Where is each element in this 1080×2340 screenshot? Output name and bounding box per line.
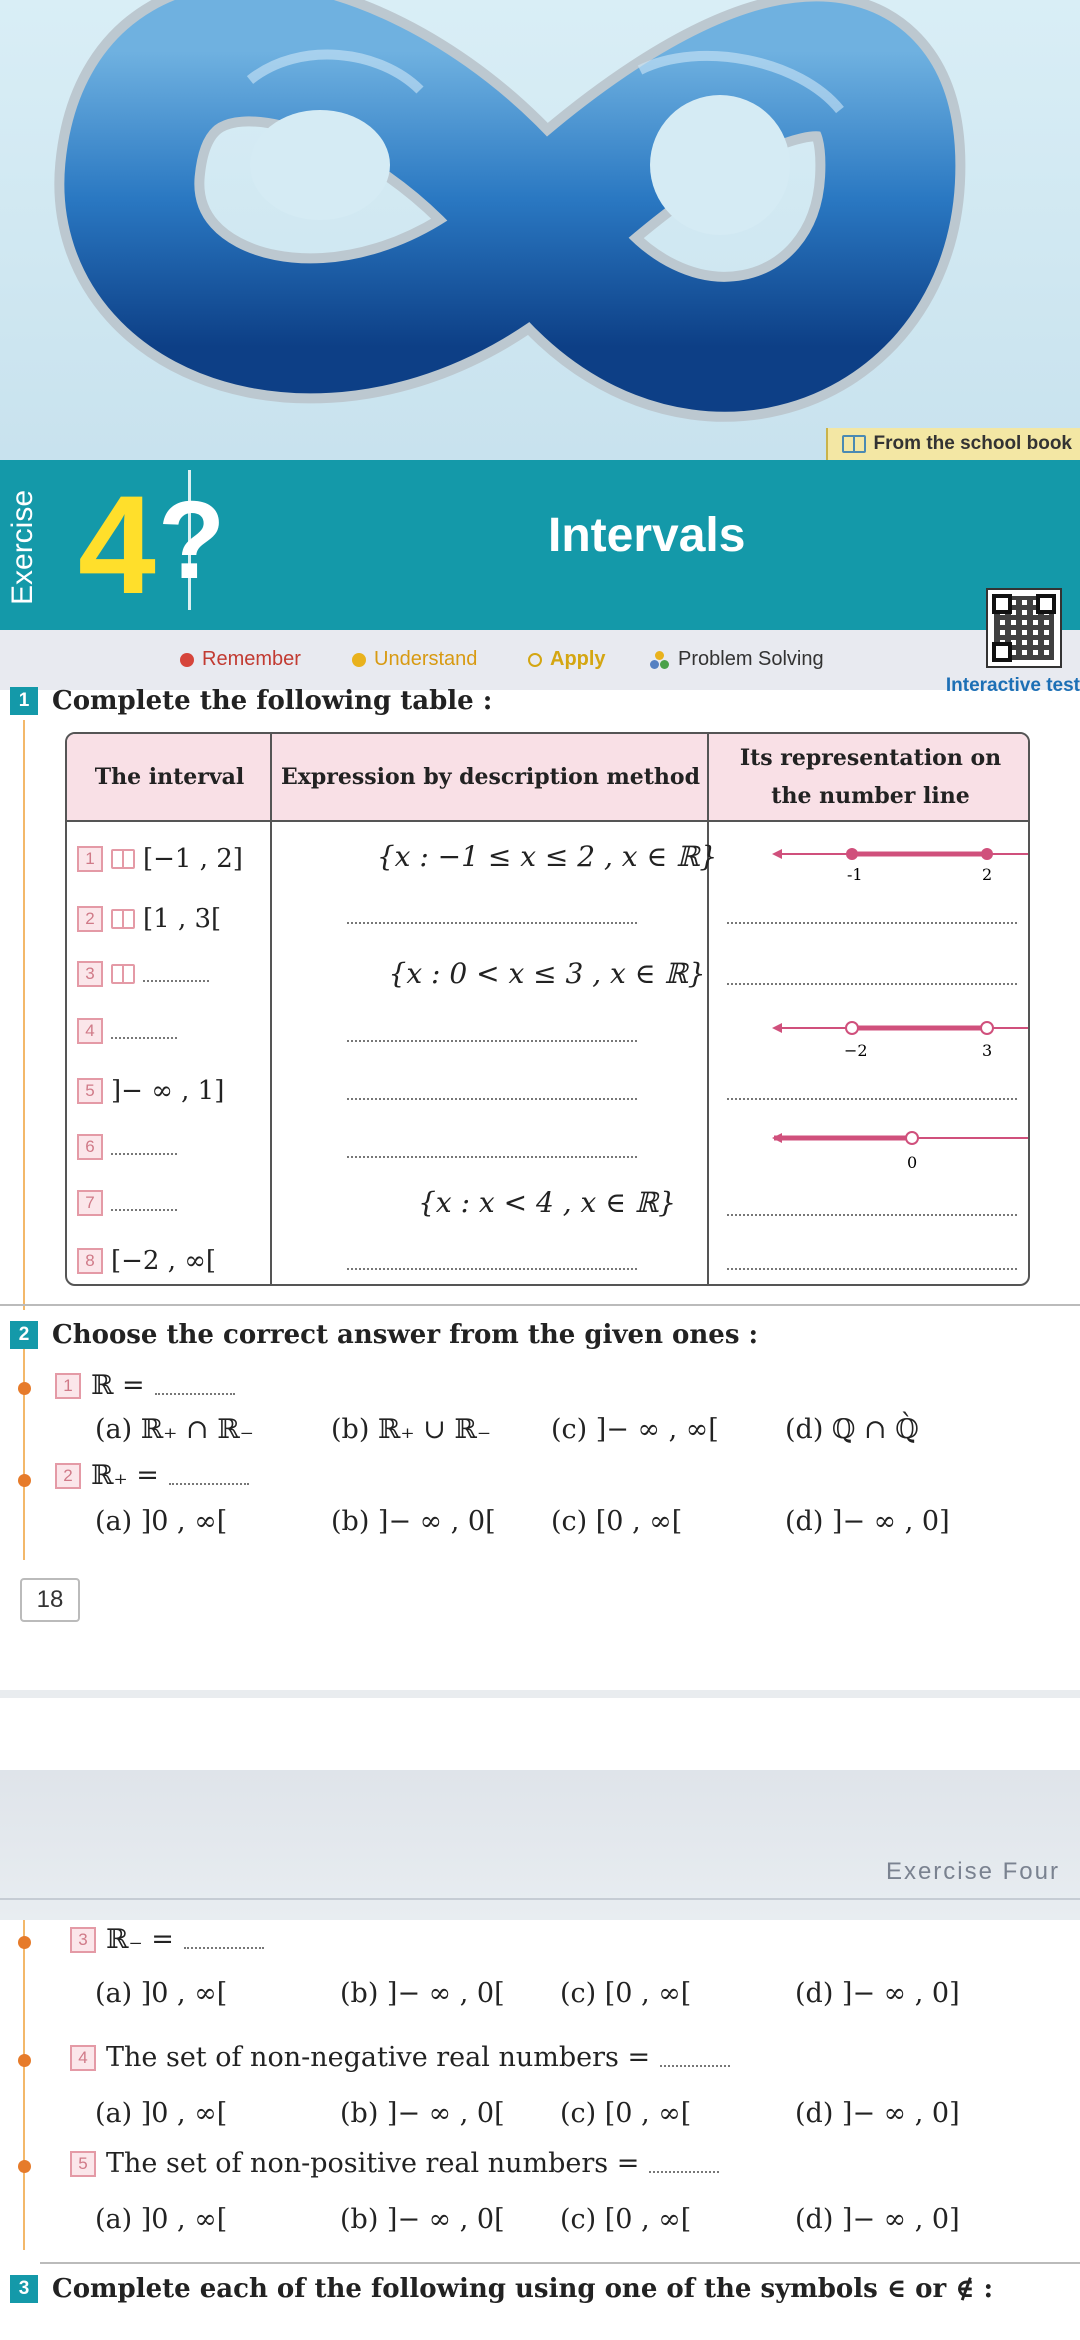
expression-value: {x : 0 < x ≤ 3 , x ∈ ℝ} [388, 957, 706, 990]
option-c[interactable]: (c) [0 , ∞[ [551, 1506, 683, 1537]
table-row [67, 1122, 1030, 1180]
item-number: 2 [55, 1463, 81, 1489]
interval-value: [1 , 3[ [143, 904, 222, 934]
option-a[interactable]: (a) ]0 , ∞[ [95, 1506, 228, 1537]
table-row [67, 1234, 1030, 1286]
answer-blank[interactable] [184, 1947, 264, 1949]
expression-value: {x : x < 4 , x ∈ ℝ} [418, 1186, 676, 1219]
answer-blank[interactable] [649, 2171, 719, 2173]
question-text: Complete each of the following using one of the symbols ∈ or ∉ : [52, 2274, 994, 2304]
item-number: 4 [70, 2045, 96, 2071]
answer-blank[interactable] [347, 1156, 637, 1158]
table-row [67, 1006, 1030, 1064]
mcq-item-5 [70, 2148, 719, 2179]
answer-blank[interactable] [169, 1483, 249, 1485]
question-2-heading [10, 1320, 758, 1350]
page-gap [0, 1700, 1080, 1770]
option-d[interactable]: (d) ]− ∞ , 0] [795, 2204, 960, 2235]
interval-cell [77, 1076, 224, 1106]
item-number: 3 [70, 1927, 96, 1953]
row-number: 2 [77, 906, 103, 932]
answer-blank[interactable] [155, 1393, 235, 1395]
header-expression: Expression by description method [272, 734, 709, 822]
question-1-heading [10, 686, 492, 716]
interval-value: [−1 , 2] [143, 844, 243, 874]
table-row [67, 1178, 1030, 1236]
section-rail [23, 1340, 25, 1560]
page-number: 18 [20, 1578, 80, 1622]
book-icon [111, 909, 135, 929]
option-b[interactable]: (b) ]− ∞ , 0[ [340, 1978, 505, 2009]
interval-value: [−2 , ∞[ [111, 1246, 217, 1276]
answer-blank[interactable] [143, 980, 209, 982]
answer-blank[interactable] [347, 1268, 637, 1270]
row-number: 7 [77, 1190, 103, 1216]
page-separator [0, 1690, 1080, 1698]
answer-blank[interactable] [347, 1040, 637, 1042]
tick-label: 0 [907, 1153, 918, 1172]
header-interval: The interval [67, 734, 272, 822]
question-number: 2 [10, 1321, 38, 1349]
interval-cell [77, 1018, 177, 1044]
remember-dot-icon [180, 653, 194, 667]
header-number-line: Its representation on the number line [709, 734, 1030, 822]
question-3-heading [10, 2274, 993, 2304]
school-tag-label: From the school book [873, 433, 1072, 454]
mcq-item-4 [70, 2042, 730, 2073]
option-c[interactable]: (c) [0 , ∞[ [560, 1978, 692, 2009]
interval-cell [77, 1246, 216, 1276]
option-a[interactable]: (a) ℝ₊ ∩ ℝ₋ [95, 1414, 254, 1445]
hero-banner [0, 0, 1080, 460]
row-number: 5 [77, 1078, 103, 1104]
answer-blank[interactable] [660, 2065, 730, 2067]
section-rail [23, 1920, 25, 2250]
option-b[interactable]: (b) ℝ₊ ∪ ℝ₋ [331, 1414, 492, 1445]
level-legend [0, 630, 1080, 690]
level-remember [180, 648, 301, 671]
interval-cell [77, 844, 243, 874]
row-number: 6 [77, 1134, 103, 1160]
option-d[interactable]: (d) ]− ∞ , 0] [785, 1506, 950, 1537]
item-stem: The set of non-negative real numbers = [106, 2042, 651, 2073]
option-c[interactable]: (c) ]− ∞ , ∞[ [551, 1414, 719, 1445]
exercise-number: 4 [78, 466, 156, 623]
school-book-tag [826, 428, 1080, 460]
answer-blank[interactable] [111, 1153, 177, 1155]
bullet-icon [18, 1382, 31, 1395]
apply-circle-icon [528, 653, 542, 667]
answer-blank[interactable] [347, 1098, 637, 1100]
question-number: 1 [10, 687, 38, 715]
infinity-image [0, 0, 1080, 460]
bullet-icon [18, 2054, 31, 2067]
book-icon [111, 964, 135, 984]
answer-blank[interactable] [727, 922, 1017, 924]
level-label: Understand [374, 648, 478, 670]
exercise-vertical-label: Exercise [6, 489, 39, 605]
table-row [67, 949, 1030, 1007]
item-stem: ℝ₊ = [91, 1460, 159, 1491]
divider [0, 1304, 1080, 1306]
option-a[interactable]: (a) ]0 , ∞[ [95, 2098, 228, 2129]
number-line [772, 1012, 1030, 1064]
option-b[interactable]: (b) ]− ∞ , 0[ [340, 2098, 505, 2129]
answer-blank[interactable] [727, 983, 1017, 985]
answer-blank[interactable] [111, 1037, 177, 1039]
table-row [67, 832, 1030, 890]
interval-cell [77, 1134, 177, 1160]
table-row [67, 892, 1030, 950]
option-a[interactable]: (a) ]0 , ∞[ [95, 2204, 228, 2235]
mcq-item-2 [55, 1460, 249, 1491]
item-stem: ℝ = [91, 1370, 145, 1401]
option-b[interactable]: (b) ]− ∞ , 0[ [340, 2204, 505, 2235]
table-row [67, 1064, 1030, 1122]
divider [0, 1898, 1080, 1900]
interval-cell [77, 904, 221, 934]
bullet-icon [18, 1474, 31, 1487]
number-line [772, 1122, 1030, 1176]
tick-label: 2 [982, 865, 993, 884]
qr-code-icon[interactable] [986, 588, 1062, 668]
item-stem: ℝ₋ = [106, 1924, 174, 1955]
expression-value: {x : −1 ≤ x ≤ 2 , x ∈ ℝ} [376, 840, 718, 873]
item-number: 5 [70, 2151, 96, 2177]
interval-cell [77, 1190, 177, 1216]
bullet-icon [18, 2160, 31, 2173]
section-rail [23, 720, 25, 1310]
option-d[interactable]: (d) ]− ∞ , 0] [795, 2098, 960, 2129]
problem-solving-dots-icon [650, 651, 670, 669]
answer-blank[interactable] [727, 1214, 1017, 1216]
understand-dot-icon [352, 653, 366, 667]
question-text: Complete the following table : [52, 686, 493, 716]
mcq-item-1 [55, 1370, 235, 1401]
row-number: 1 [77, 846, 103, 872]
row-number: 3 [77, 961, 103, 987]
level-understand [352, 648, 477, 671]
option-b[interactable]: (b) ]− ∞ , 0[ [331, 1506, 496, 1537]
intervals-table [65, 732, 1030, 1286]
option-d[interactable]: (d) ]− ∞ , 0] [795, 1978, 960, 2009]
row-number: 4 [77, 1018, 103, 1044]
level-problem-solving [650, 648, 824, 671]
number-line [772, 838, 1030, 888]
level-label: Apply [550, 648, 606, 670]
answer-blank[interactable] [347, 922, 637, 924]
option-a[interactable]: (a) ]0 , ∞[ [95, 1978, 228, 2009]
answer-blank[interactable] [727, 1268, 1017, 1270]
level-label: Problem Solving [678, 648, 824, 670]
book-icon [842, 435, 866, 453]
item-number: 1 [55, 1373, 81, 1399]
option-d[interactable]: (d) ℚ ∩ ℚ̀ [785, 1414, 919, 1445]
mcq-item-3 [70, 1924, 264, 1955]
item-stem: The set of non-positive real numbers = [106, 2148, 640, 2179]
level-label: Remember [202, 648, 301, 670]
row-number: 8 [77, 1248, 103, 1274]
interval-cell [77, 961, 209, 987]
question-number: 3 [10, 2275, 38, 2303]
exercise-title: Intervals [548, 509, 746, 562]
answer-blank[interactable] [727, 1098, 1017, 1100]
book-icon [111, 849, 135, 869]
option-c[interactable]: (c) [0 , ∞[ [560, 2098, 692, 2129]
answer-blank[interactable] [111, 1209, 177, 1211]
bullet-icon [18, 1936, 31, 1949]
tick-label: −2 [844, 1041, 868, 1060]
question-mark-icon: ? [158, 479, 226, 602]
option-c[interactable]: (c) [0 , ∞[ [560, 2204, 692, 2235]
level-apply [528, 648, 606, 671]
divider [40, 2262, 1080, 2264]
interactive-test-link[interactable]: Interactive test [945, 675, 1080, 696]
interval-value: ]− ∞ , 1] [111, 1076, 225, 1106]
question-text: Choose the correct answer from the given ones : [52, 1320, 759, 1350]
tick-label: -1 [847, 865, 863, 884]
tick-label: 3 [982, 1041, 993, 1060]
exercise-four-label: Exercise Four [885, 1858, 1060, 1885]
